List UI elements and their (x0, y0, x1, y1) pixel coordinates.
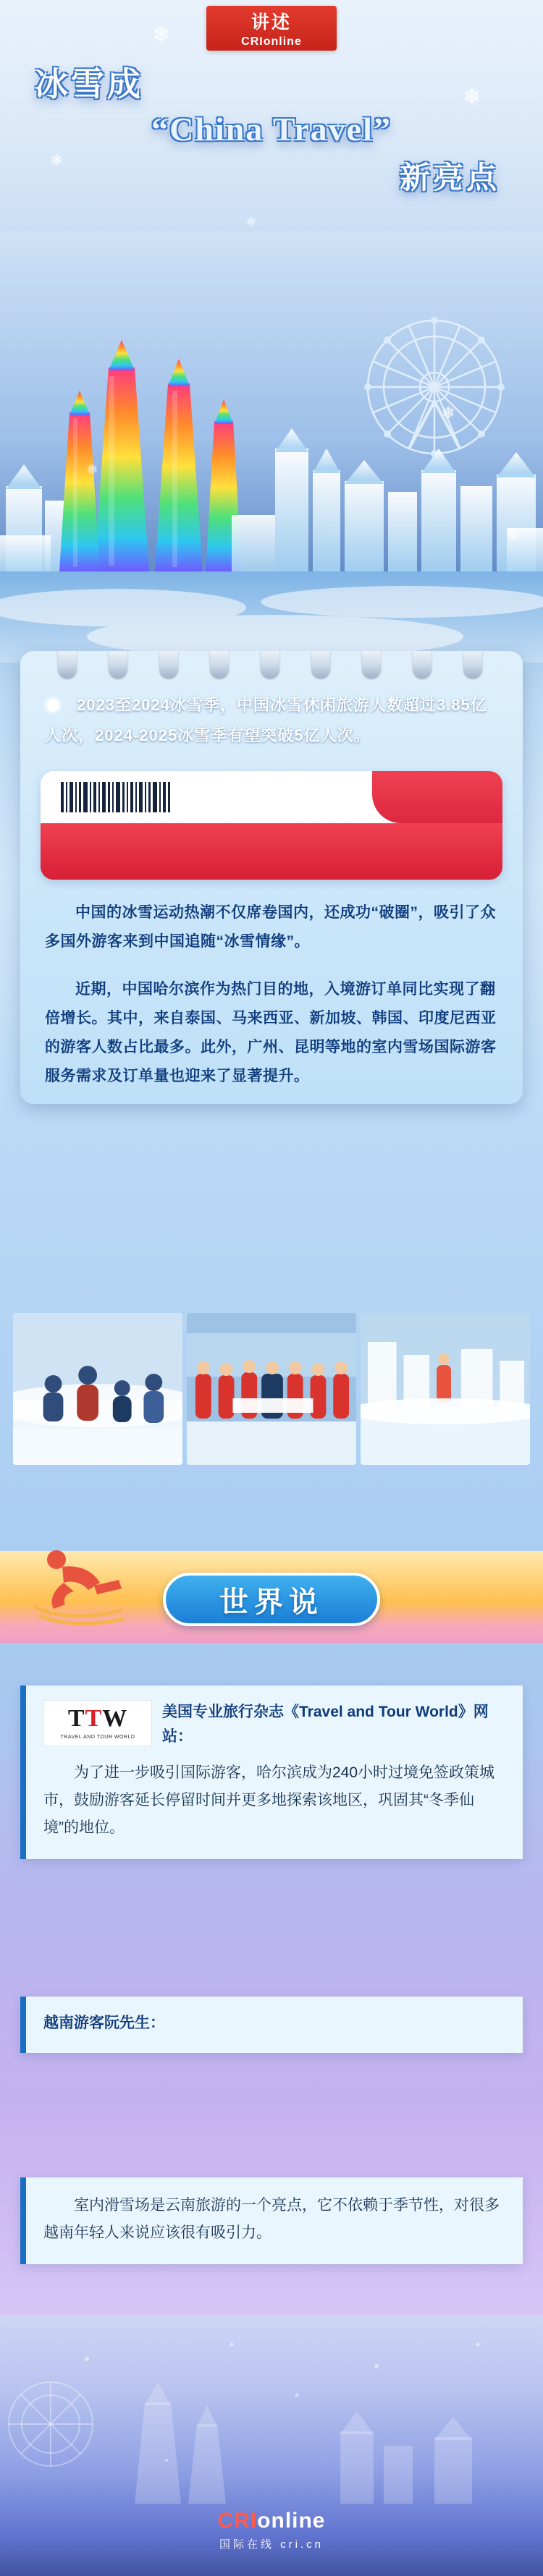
snowflake-icon: ❄ (507, 527, 519, 543)
barcode-icon (61, 782, 170, 812)
footer-logo-online: online (257, 2509, 326, 2533)
snowflake-icon: ❄ (51, 153, 63, 169)
quote-card-ttw (20, 1686, 523, 1859)
quote-body-text: 室内滑雪场是云南旅游的一个亮点，它不依赖于季节性，对很多越南年轻人来说应该很有吸引力。 (43, 2197, 500, 2241)
snowflake-icon: ❄ (442, 404, 455, 422)
footer-logo (217, 2509, 325, 2551)
body-paragraph-2: 近期，中国哈尔滨作为热门目的地，入境游订单同比实现了翻倍增长。其中，来自泰国、马来西亚、新加坡、韩国、印度尼西亚的游客人数占比最多。此外，广州、昆明等地的室内雪场国际游客服务需求及订单量也迎来了显著提升。 (45, 981, 497, 1084)
photo-strip (13, 1313, 530, 1465)
bullet-dot-icon (46, 699, 59, 712)
footer-logo-main (217, 2509, 325, 2533)
quote-card-vietnam-body (20, 2177, 523, 2264)
quote-source-header (43, 1700, 505, 1749)
footer-logo-cri: CRI (217, 2509, 258, 2533)
lead-paragraph (45, 690, 498, 751)
quote-body-text: 为了进一步吸引国际游客，哈尔滨成为240小时过境免签政策城市，鼓励游客延长停留时间并更多地探索该地区，巩固其“冬季仙境”的地位。 (43, 1764, 495, 1836)
hero-title (0, 58, 543, 197)
ticket-graphic (41, 771, 502, 880)
footer-logo-secondary (217, 2536, 325, 2551)
banner-title-pill (163, 1573, 380, 1626)
notebook-rings (20, 651, 523, 686)
logo-chinese-text: 讲述 (251, 13, 292, 33)
notebook-card (20, 651, 523, 1104)
quote-card-vietnam-label (20, 1997, 523, 2053)
ice-city-illustration (0, 231, 543, 694)
photo-snow-visitors (13, 1313, 182, 1465)
photo-tour-group (187, 1313, 356, 1465)
hero-section (0, 0, 543, 694)
title-line-2: “China Travel” (151, 111, 392, 148)
body-paragraph-1: 中国的冰雪运动热潮不仅席卷国内，还成功“破圈”，吸引了众多国外游客来到中国追随“冰雪情缘”。 (45, 904, 496, 950)
lead-text: 2023至2024冰雪季，中国冰雪休闲旅游人数超过3.85亿人次，2024-2025冰雪季有望突破5亿人次。 (45, 696, 487, 744)
quote-source-label: 越南游客阮先生： (43, 2015, 165, 2031)
speed-skater-icon (25, 1535, 133, 1629)
section-banner (0, 1526, 543, 1671)
title-line-1: 冰雪成 (35, 66, 143, 103)
ticket-red-tab (372, 771, 502, 823)
cri-logo (206, 6, 337, 51)
ticket-red-body (41, 823, 502, 880)
quote-source-label: 美国专业旅行杂志《Travel and Tour World》网站： (162, 1704, 489, 1745)
banner-title-text: 世界说 (219, 1585, 324, 1618)
footer-logo-url: cri.cn (280, 2538, 324, 2551)
snowflake-icon: ❄ (463, 85, 481, 108)
snowflake-icon: ❄ (87, 462, 98, 477)
title-line-3: 新亮点 (399, 162, 500, 195)
ticket-white-top (41, 771, 502, 823)
ttw-logo (43, 1700, 152, 1746)
photo-ice-park (361, 1313, 530, 1465)
ttw-logo-text: TTW (67, 1705, 128, 1732)
footer-section (0, 2316, 543, 2576)
footer-logo-cn: 国际在线 (219, 2538, 274, 2551)
snowflake-icon: ❄ (152, 23, 171, 47)
logo-english-text: CRIonline (241, 35, 302, 48)
snowflake-icon: ❄ (246, 216, 256, 229)
ttw-logo-subtext: TRAVEL AND TOUR WORLD (60, 1735, 135, 1740)
